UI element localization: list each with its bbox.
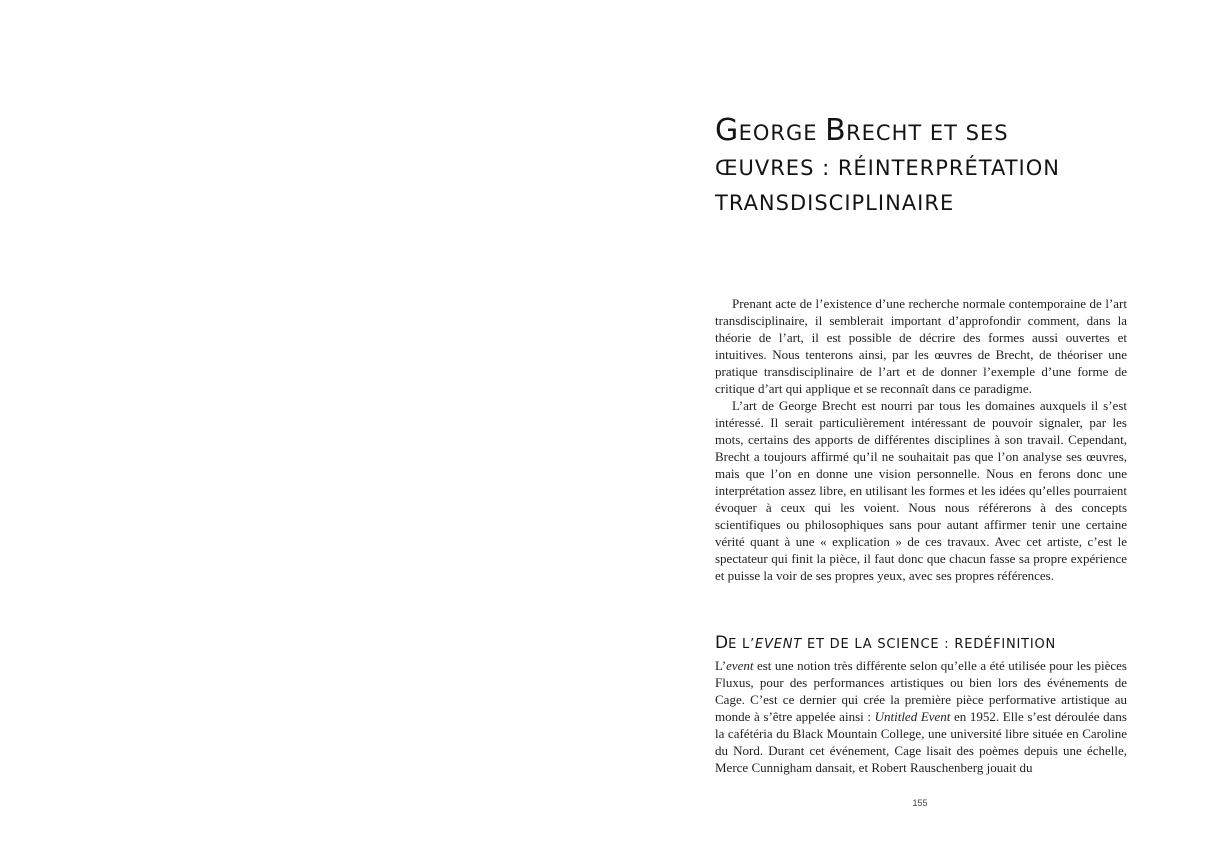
chapter-title-line-3: TRANSDISCIPLINAIRE [715,191,955,215]
intro-text [715,295,1127,584]
chapter-title-line-2: ŒUVRES : RÉINTERPRÉTATION [715,156,1060,180]
chapter-title [715,112,1135,221]
intro-paragraph-2: L’art de George Brecht est nourri par tous les domaines auxquels il s’est intéressé. Il serait particulièrement intéressant de pouvoir signaler, par les mots, certains des apports de différentes disciplines à son travail. Cependant, Brecht a toujours affirmé qu’il ne souhaitait pas que l’on analyse ses œuvres, mais que l’on en donne une vision personnelle. Nous en ferons donc une interprétation assez libre, en utilisant les formes et les idées qu’elles pourraient évoquer à ceux qui les voient. Nous nous référerons à des concepts scientifiques ou philosophiques sans pour autant affirmer tenir une certaine vérité quant à une « explication » de ces travaux. Avec cet artiste, c’est le spectateur qui finit la pièce, il faut donc que chacun fasse sa propre expérience et puisse la voir de ses propres yeux, avec ses propres références. [715,398,1127,583]
chapter-title-line-1: GEORGE BRECHT ET SES [715,113,1009,148]
section-paragraph: L’event est une notion très différente selon qu’elle a été utilisée pour les pièces Fluxus, pour des performances artistiques ou bien lors des événements de Cage. C’est ce dernier qui crée la première pièce performative artistique au monde à s’être appelée ainsi : Untitled Event en 1952. Elle s’est déroulée dans la cafétéria du Black Mountain College, une université libre située en Caroline du Nord. Durant cet événement, Cage lisait des poèmes depuis une échelle, Merce Cunnigham dansait, et Robert Rauschenberg jouait du [715,658,1127,775]
intro-paragraph-1: Prenant acte de l’existence d’une recherche normale contemporaine de l’art transdisciplinaire, il semblerait important d’approfondir comment, dans la théorie de l’art, il est possible de décrire des formes aussi ouvertes et intuitives. Nous tenterons ainsi, par les œuvres de Brecht, de théoriser une pratique transdisciplinaire de l’art et de donner l’exemple d’une forme de critique d’art qui applique et se reconnaît dans ce paradigme. [715,296,1127,396]
section-event [715,630,1135,776]
section-heading: DE L’EVENT ET DE LA SCIENCE : REDÉFINITION [715,633,1057,653]
page-number: 155 [912,798,928,808]
